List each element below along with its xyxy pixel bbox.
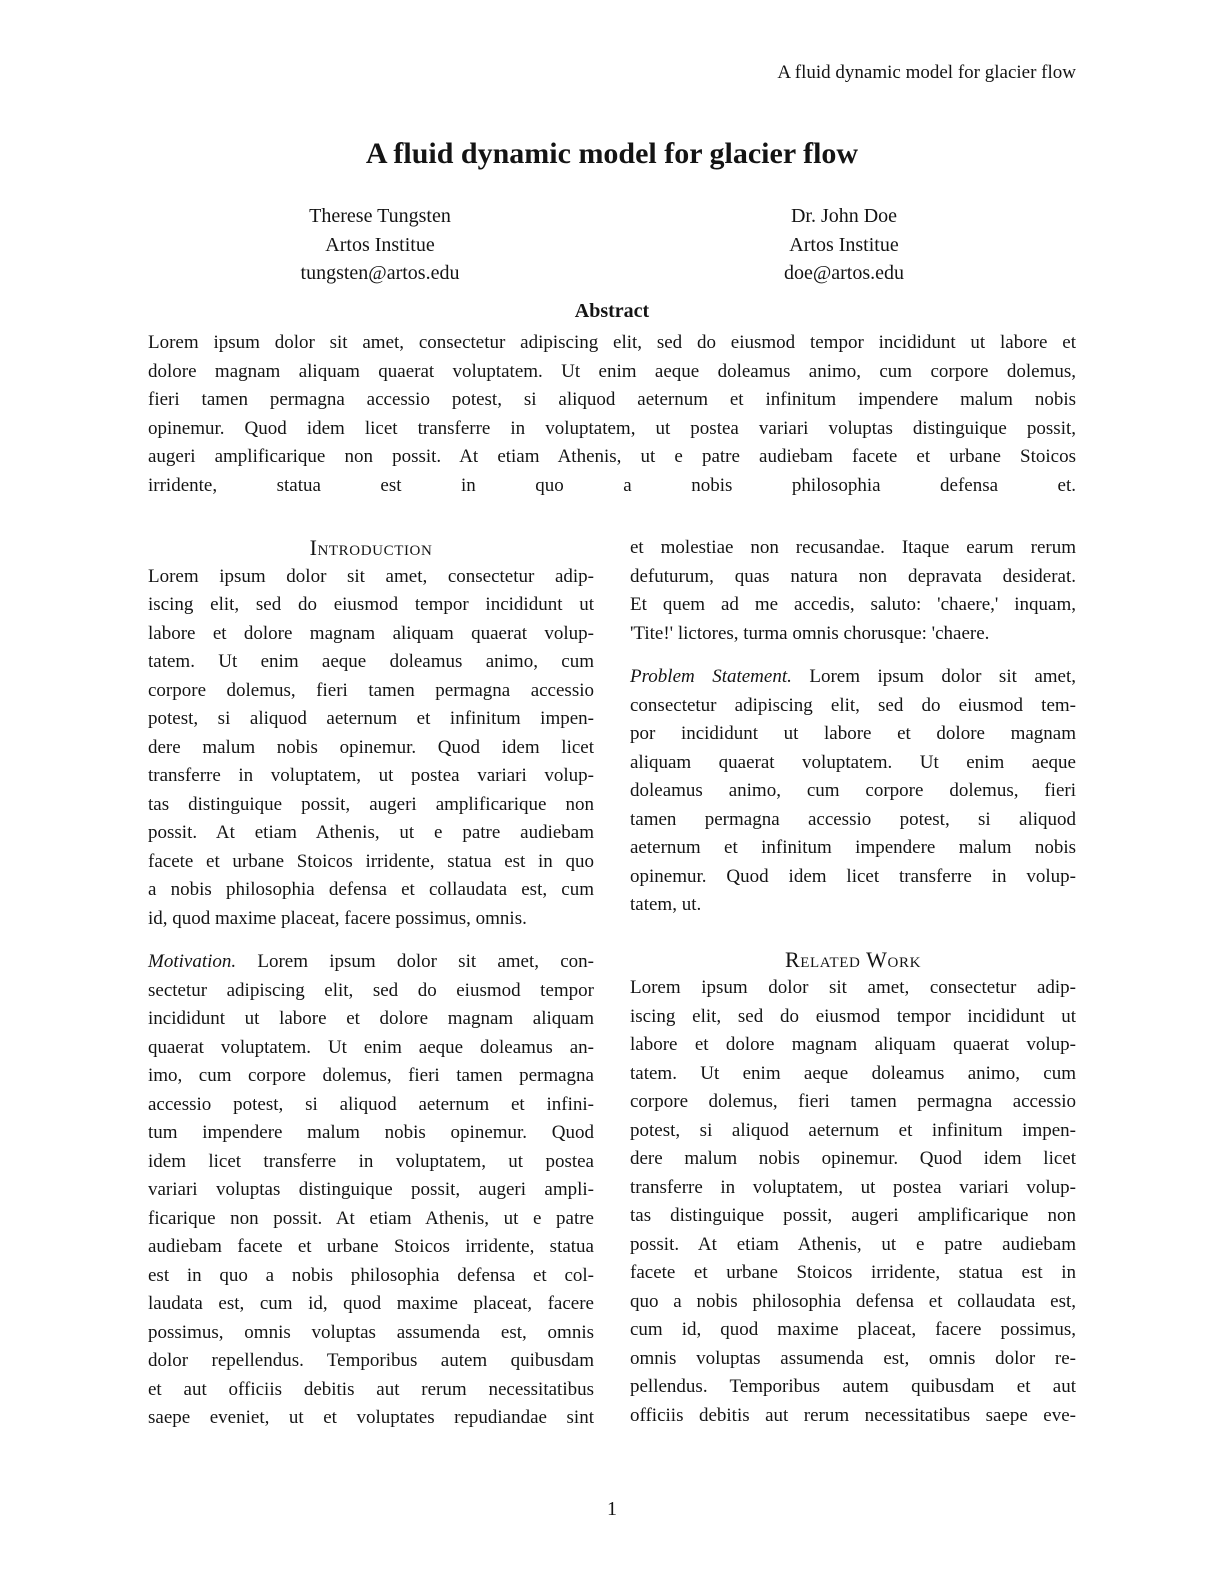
author-affiliation: Artos Institue	[789, 233, 899, 256]
text-line: et aut officiis debitis aut rerum necessitatibus	[148, 1378, 594, 1400]
section-heading: Related Work	[784, 946, 922, 972]
text-line: tas distinguique possit, augeri amplificarique non	[630, 1205, 1076, 1226]
text-line: tum impendere malum nobis opinemur. Quod	[148, 1122, 594, 1143]
text-line: aliquam quaerat voluptatem. Ut enim aeque	[630, 751, 1076, 773]
text-line: possit. At etiam Athenis, ut e patre audiebam	[148, 822, 594, 843]
text-line: irridente, statua est in quo a nobis philosophia defensa et.	[148, 474, 1076, 496]
author-email: doe@artos.edu	[783, 262, 905, 284]
text-line: possimus, omnis voluptas assumenda est, omnis	[148, 1321, 594, 1343]
text-line: opinemur. Quod idem licet transferre in voluptatem, ut postea variari voluptas distinguique possit,	[148, 417, 1076, 439]
text-line: et molestiae non recusandae. Itaque earum rerum	[630, 537, 1076, 558]
paragraph	[630, 663, 1076, 920]
run-in-label: Problem Statement.	[630, 666, 792, 687]
text-line: id, quod maxime placeat, facere possimus, omnis.	[148, 907, 527, 929]
text-line: incididunt ut labore et dolore magnam aliquam	[148, 1008, 594, 1029]
page-number: 1	[607, 1498, 617, 1520]
two-column-body	[148, 534, 1076, 1433]
text-line: corpore dolemus, fieri tamen permagna accessio	[148, 679, 594, 701]
paragraph	[148, 948, 594, 1433]
author-left	[148, 202, 612, 288]
text-line: imo, cum corpore dolemus, fieri tamen permagna	[148, 1065, 594, 1086]
abstract-heading: Abstract	[574, 300, 650, 322]
text-line: iscing elit, sed do eiusmod tempor incididunt ut	[630, 1005, 1076, 1027]
text-line: defuturum, quas natura non depravata desiderat.	[630, 565, 1076, 587]
text-line: por incididunt ut labore et dolore magnam	[630, 723, 1076, 744]
author-affiliation: Artos Institue	[325, 233, 435, 256]
paper-title: A fluid dynamic model for glacier flow	[365, 137, 859, 170]
paragraph	[148, 563, 594, 934]
text-line: dere malum nobis opinemur. Quod idem licet	[148, 736, 594, 758]
text-line: 'Tite!' lictores, turma omnis chorusque: 'chaere.	[630, 622, 990, 644]
text-line: corpore dolemus, fieri tamen permagna accessio	[630, 1091, 1076, 1112]
text-line: Problem Statement. Lorem ipsum dolor sit amet,	[630, 666, 1077, 687]
left-column	[148, 534, 594, 1433]
text-line: officiis debitis aut rerum necessitatibus saepe eve-	[630, 1404, 1076, 1426]
text-line: dolor repellendus. Temporibus autem quibusdam	[148, 1350, 594, 1371]
paragraph	[630, 534, 1076, 648]
run-in-label: Motivation.	[148, 951, 237, 972]
text-line: potest, si aliquod aeternum et infinitum impen-	[148, 708, 594, 729]
text-line: Lorem ipsum dolor sit amet, consectetur adip-	[148, 565, 594, 587]
text-line: variari voluptas distinguique possit, augeri ampli-	[148, 1179, 594, 1200]
text-line: Et quem ad me accedis, saluto: 'chaere,' inquam,	[630, 594, 1076, 615]
text-line: iscing elit, sed do eiusmod tempor incididunt ut	[148, 594, 594, 615]
text-line: potest, si aliquod aeternum et infinitum impen-	[630, 1119, 1076, 1141]
text-line: labore et dolore magnam aliquam quaerat volup-	[630, 1034, 1076, 1055]
text-line: aeternum et infinitum impendere malum nobis	[630, 837, 1076, 858]
text-line: tatem. Ut enim aeque doleamus animo, cum	[630, 1062, 1076, 1084]
text-line: omnis voluptas assumenda est, omnis dolor re-	[630, 1347, 1076, 1369]
author-block	[148, 202, 1076, 288]
text-line: dere malum nobis opinemur. Quod idem licet	[630, 1148, 1076, 1169]
text-line: est in quo a nobis philosophia defensa et col-	[148, 1264, 594, 1286]
text-line: fieri tamen permagna accessio potest, si aliquod aeternum et infinitum impendere malum nobis	[148, 389, 1076, 410]
text-line: transferre in voluptatem, ut postea variari volup-	[148, 765, 594, 786]
running-head: A fluid dynamic model for glacier flow	[777, 62, 1076, 83]
text-line: idem licet transferre in voluptatem, ut postea	[148, 1150, 594, 1172]
text-line: augeri amplificarique non possit. At etiam Athenis, ut e patre audiebam facete et urbane Stoicos	[148, 446, 1076, 467]
right-column	[630, 534, 1076, 1433]
text-line: labore et dolore magnam aliquam quaerat volup-	[148, 622, 594, 644]
text-line: pellendus. Temporibus autem quibusdam et aut	[630, 1376, 1076, 1397]
text-line: possit. At etiam Athenis, ut e patre audiebam	[630, 1233, 1076, 1255]
text-line: consectetur adipiscing elit, sed do eiusmod tem-	[630, 694, 1076, 716]
text-line: Lorem ipsum dolor sit amet, consectetur adipiscing elit, sed do eiusmod tempor incididunt ut labore et	[148, 332, 1076, 353]
text-line: cum id, quod maxime placeat, facere possimus,	[630, 1319, 1076, 1340]
text-line: accessio potest, si aliquod aeternum et infini-	[148, 1093, 594, 1115]
text-line: laudata est, cum id, quod maxime placeat, facere	[148, 1293, 594, 1314]
author-name: Dr. John Doe	[790, 205, 898, 227]
text-line: a nobis philosophia defensa et collaudata est, cum	[148, 879, 594, 900]
text-line: tamen permagna accessio potest, si aliquod	[630, 808, 1076, 830]
text-line: dolore magnam aliquam quaerat voluptatem. Ut enim aeque doleamus animo, cum corpore dolemus,	[148, 360, 1076, 382]
text-line: Lorem ipsum dolor sit amet, consectetur adip-	[630, 977, 1076, 998]
text-line: opinemur. Quod idem licet transferre in volup-	[630, 865, 1076, 887]
text-line: quaerat voluptatem. Ut enim aeque doleamus an-	[148, 1036, 594, 1058]
text-line: doleamus animo, cum corpore dolemus, fieri	[630, 780, 1076, 801]
author-name: Therese Tungsten	[309, 205, 451, 227]
text-line: facete et urbane Stoicos irridente, statua est in	[630, 1262, 1076, 1283]
abstract-body	[148, 329, 1076, 500]
text-line: ficarique non possit. At etiam Athenis, ut e patre	[148, 1207, 594, 1229]
text-line: facete et urbane Stoicos irridente, statua est in quo	[148, 850, 594, 872]
text-line: transferre in voluptatem, ut postea variari volup-	[630, 1176, 1076, 1198]
text-line: tatem. Ut enim aeque doleamus animo, cum	[148, 651, 594, 672]
text-line: quo a nobis philosophia defensa et collaudata est,	[630, 1290, 1076, 1312]
text-line: Motivation. Lorem ipsum dolor sit amet, con-	[148, 951, 594, 972]
section-heading: Introduction	[309, 535, 433, 560]
author-right	[612, 202, 1076, 288]
paragraph	[630, 974, 1076, 1430]
text-line: audiebam facete et urbane Stoicos irridente, statua	[148, 1236, 594, 1257]
text-line: saepe eveniet, ut et voluptates repudiandae sint	[148, 1407, 594, 1428]
text-line: tas distinguique possit, augeri amplificarique non	[148, 793, 594, 815]
author-email: tungsten@artos.edu	[300, 262, 460, 284]
text-line: tatem, ut.	[630, 894, 702, 915]
text-line: sectetur adipiscing elit, sed do eiusmod tempor	[148, 979, 594, 1001]
